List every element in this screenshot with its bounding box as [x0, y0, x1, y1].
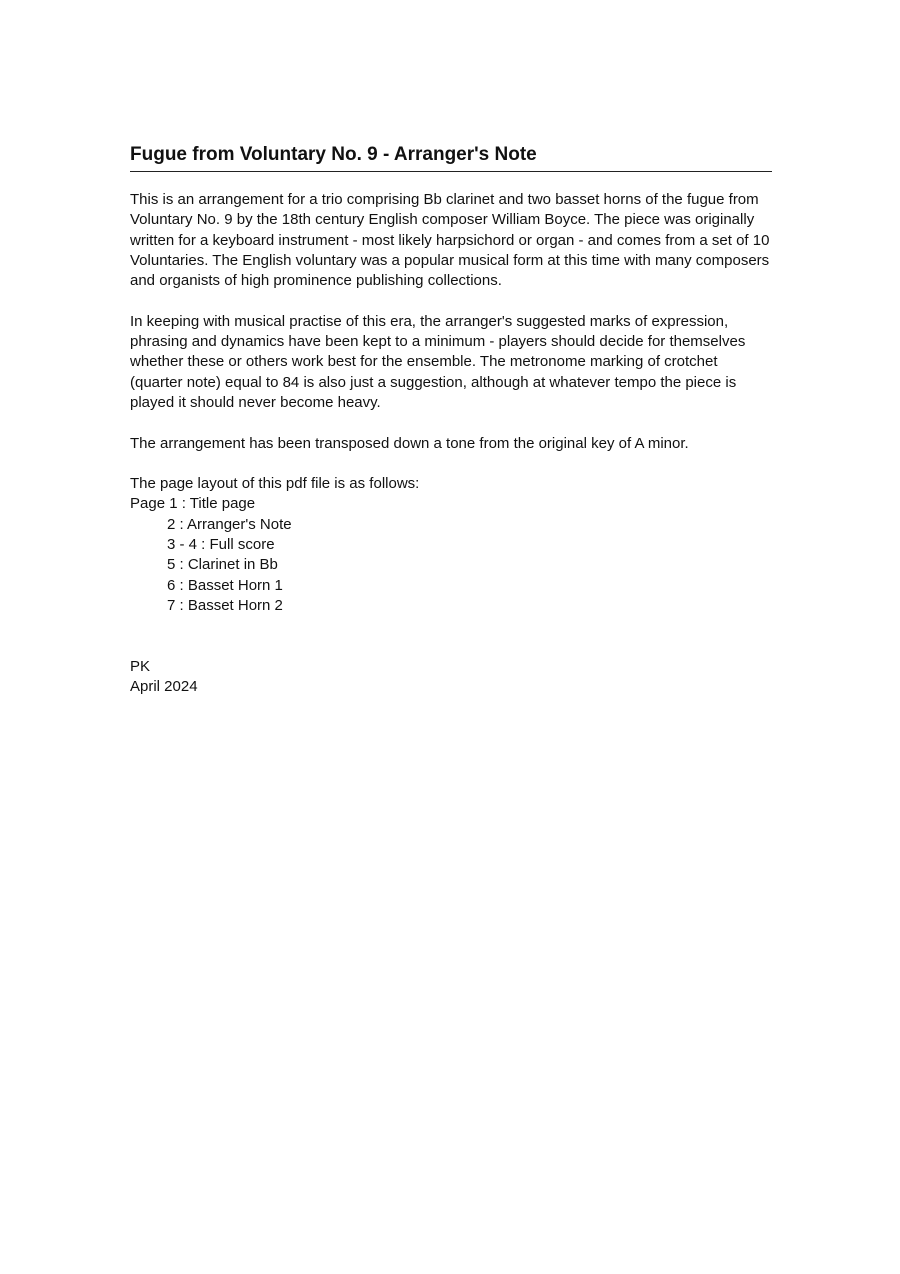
list-item: Page 1 : Title page: [130, 495, 256, 513]
list-item: 7 : Basset Horn 2: [167, 596, 283, 614]
list-item: 6 : Basset Horn 1: [167, 576, 283, 594]
page-title: Fugue from Voluntary No. 9 - Arranger's Note: [130, 143, 772, 172]
document-page: [130, 143, 772, 697]
author-initials: PK: [130, 657, 151, 675]
signoff: [130, 657, 772, 698]
list-item: 5 : Clarinet in Bb: [167, 556, 278, 574]
layout-intro: The page layout of this pdf file is as follows:: [130, 475, 420, 493]
list-item: 3 - 4 : Full score: [167, 536, 275, 554]
signoff-date: April 2024: [130, 678, 198, 696]
paragraph-expression: In keeping with musical practise of this era, the arranger's suggested marks of expression, phrasing and dynamics have been kept to a minimum - players should decide for themselves whether these or others work best for the ensemble. The metronome marking of crotchet (quarter note) equal to 84 is also just a suggestion, although at whatever tempo the piece is played it should never become heavy.: [130, 312, 746, 411]
paragraph-transposition: The arrangement has been transposed down a tone from the original key of A minor.: [130, 434, 689, 452]
paragraph-intro: This is an arrangement for a trio comprising Bb clarinet and two basset horns of the fugue from Voluntary No. 9 by the 18th century English composer William Boyce. The piece was originally written for a keyboard instrument - most likely harpsichord or organ - and comes from a set of 10 Voluntaries. The English voluntary was a popular musical form at this time with many composers and organists of high prominence publishing collections.: [130, 191, 770, 290]
page-layout-list: [130, 494, 772, 616]
list-item: 2 : Arranger's Note: [167, 515, 292, 533]
